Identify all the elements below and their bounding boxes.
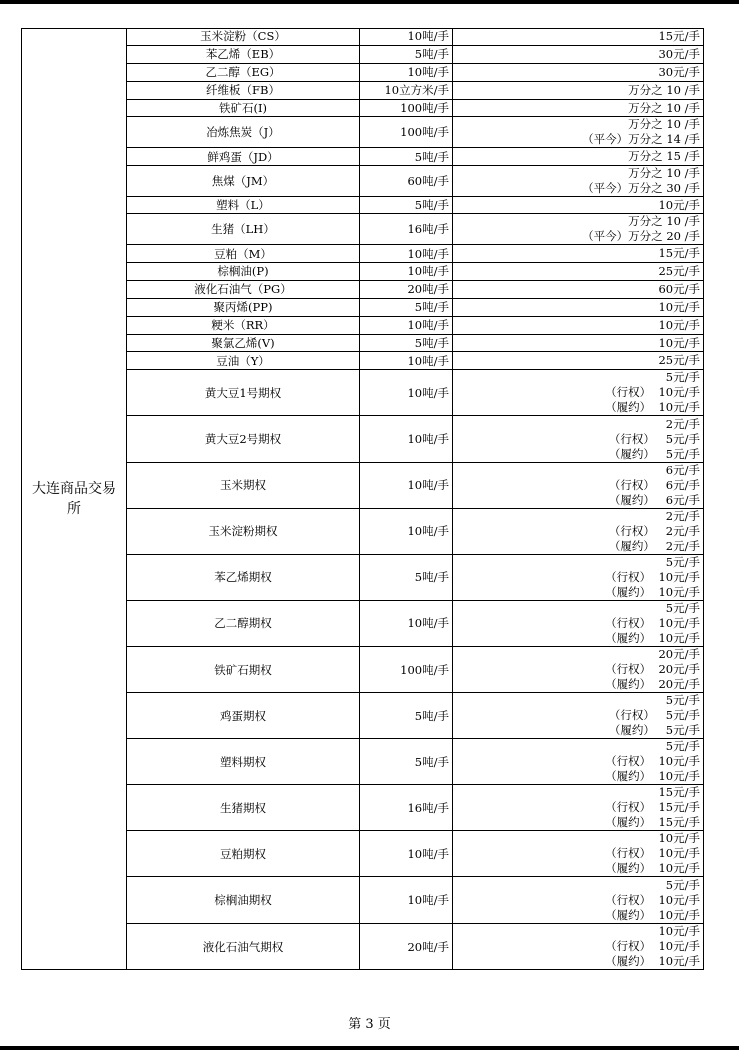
- table-row: [127, 693, 703, 739]
- trading-unit: 5吨/手: [414, 198, 449, 213]
- table-row: [127, 335, 703, 353]
- fee-line: 20元/手: [658, 647, 700, 662]
- trading-unit: 20吨/手: [407, 939, 449, 954]
- product-name: 苯乙烯（EB）: [205, 47, 281, 62]
- fee-line: （行权） 10元/手: [605, 569, 700, 584]
- fee-line: 30元/手: [658, 64, 700, 79]
- fee-line: （履约） 10元/手: [605, 584, 700, 599]
- trading-unit: 10吨/手: [407, 65, 449, 80]
- fee-line: 60元/手: [658, 281, 700, 296]
- trading-unit: 100吨/手: [400, 125, 449, 140]
- fee-line: 万分之 10 /手: [628, 117, 700, 132]
- fee-line: 5元/手: [665, 370, 700, 385]
- fee-line: （履约） 10元/手: [605, 769, 700, 784]
- table-row: [127, 353, 703, 371]
- table-row: [127, 281, 703, 299]
- fee-line: 万分之 15 /手: [628, 149, 700, 164]
- exchange-name: 大连商品交易所: [32, 481, 116, 517]
- fee-line: 25元/手: [658, 263, 700, 278]
- product-name: 铁矿石(I): [218, 101, 267, 116]
- table-row: [127, 197, 703, 215]
- trading-unit: 10吨/手: [407, 478, 449, 493]
- fee-line: （平今）万分之 20 /手: [582, 229, 700, 244]
- fee-line: 2元/手: [665, 508, 700, 523]
- trading-unit: 5吨/手: [414, 570, 449, 585]
- fee-cell: [453, 299, 703, 316]
- fee-cell: [453, 118, 703, 148]
- fee-line: 10元/手: [658, 924, 700, 939]
- product-name: 黄大豆2号期权: [204, 432, 282, 447]
- fee-cell: [453, 263, 703, 280]
- fee-cell: [453, 831, 703, 876]
- fee-line: （平今）万分之 30 /手: [582, 180, 700, 195]
- trading-unit: 10吨/手: [407, 246, 449, 261]
- fee-cell: [453, 28, 703, 45]
- fee-line: （履约） 10元/手: [605, 630, 700, 645]
- product-name: 乙二醇期权: [214, 616, 272, 631]
- trading-unit: 10吨/手: [407, 432, 449, 447]
- top-border: [0, 0, 739, 4]
- trading-unit: 5吨/手: [414, 149, 449, 164]
- fee-line: （履约） 10元/手: [605, 954, 700, 969]
- fee-line: 5元/手: [665, 877, 700, 892]
- trading-unit: 10吨/手: [407, 318, 449, 333]
- table-row: [127, 555, 703, 601]
- table-row: [127, 82, 703, 100]
- trading-unit: 5吨/手: [414, 300, 449, 315]
- table-row: [127, 463, 703, 509]
- fee-line: （行权） 20元/手: [605, 662, 700, 677]
- trading-unit: 16吨/手: [407, 222, 449, 237]
- fee-line: 10元/手: [658, 299, 700, 314]
- product-name: 生猪（LH）: [211, 222, 275, 237]
- bottom-border: [0, 1046, 739, 1050]
- table-row: [127, 263, 703, 281]
- page-number: 第 3 页: [348, 1017, 391, 1032]
- fee-line: （行权） 6元/手: [608, 477, 700, 492]
- table-row: [127, 166, 703, 197]
- product-name: 豆油（Y）: [216, 353, 270, 368]
- fee-line: （履约） 10元/手: [605, 907, 700, 922]
- fee-line: （平今）万分之 14 /手: [582, 132, 700, 147]
- table-row: [127, 317, 703, 335]
- trading-unit: 10立方米/手: [384, 83, 449, 98]
- trading-unit: 10吨/手: [407, 846, 449, 861]
- fee-line: （行权） 10元/手: [605, 615, 700, 630]
- product-name: 聚氯乙烯(V): [211, 336, 275, 351]
- fee-cell: [453, 215, 703, 245]
- product-name: 豆粕（M）: [214, 246, 272, 261]
- fee-cell: [453, 417, 703, 462]
- trading-unit: 100吨/手: [400, 101, 449, 116]
- fee-line: 6元/手: [665, 462, 700, 477]
- product-name: 鸡蛋期权: [220, 708, 266, 723]
- trading-unit: 5吨/手: [414, 47, 449, 62]
- fee-line: 万分之 10 /手: [628, 100, 700, 115]
- fee-line: 5元/手: [665, 739, 700, 754]
- trading-unit: 5吨/手: [414, 708, 449, 723]
- fee-line: 10元/手: [658, 831, 700, 846]
- table-row: [127, 215, 703, 246]
- fee-line: （行权） 10元/手: [605, 846, 700, 861]
- product-name: 塑料（L）: [216, 198, 270, 213]
- fee-cell: [453, 335, 703, 352]
- product-name: 铁矿石期权: [214, 662, 272, 677]
- product-name: 冶炼焦炭（J）: [206, 125, 280, 140]
- trading-unit: 10吨/手: [407, 264, 449, 279]
- product-name: 焦煤（JM）: [211, 173, 275, 188]
- table-row: [127, 509, 703, 555]
- fee-line: （履约） 5元/手: [608, 723, 700, 738]
- fee-cell: [453, 878, 703, 923]
- table-row: [127, 601, 703, 647]
- fee-line: （履约） 20元/手: [605, 677, 700, 692]
- product-name: 粳米（RR）: [211, 318, 275, 333]
- product-name: 液化石油气期权: [202, 939, 284, 954]
- trading-unit: 10吨/手: [407, 616, 449, 631]
- fee-line: 10元/手: [658, 317, 700, 332]
- fee-line: （履约） 10元/手: [605, 400, 700, 415]
- fee-line: 10元/手: [658, 197, 700, 212]
- fee-cell: [453, 148, 703, 165]
- table-row: [127, 417, 703, 463]
- product-name: 液化石油气（PG）: [194, 282, 292, 297]
- fee-line: （履约） 5元/手: [608, 446, 700, 461]
- fee-line: 万分之 10 /手: [628, 214, 700, 229]
- fee-cell: [453, 317, 703, 334]
- fee-cell: [453, 924, 703, 970]
- product-name: 苯乙烯期权: [214, 570, 272, 585]
- trading-unit: 10吨/手: [407, 524, 449, 539]
- fee-cell: [453, 166, 703, 196]
- table-row: [127, 647, 703, 693]
- fee-line: 10元/手: [658, 335, 700, 350]
- product-name: 塑料期权: [220, 754, 266, 769]
- fee-line: 30元/手: [658, 46, 700, 61]
- fee-cell: [453, 100, 703, 117]
- trading-unit: 100吨/手: [400, 662, 449, 677]
- trading-unit: 10吨/手: [407, 29, 449, 44]
- fee-line: （行权） 5元/手: [608, 431, 700, 446]
- fee-line: 15元/手: [658, 785, 700, 800]
- fee-cell: [453, 64, 703, 81]
- fee-line: 15元/手: [658, 28, 700, 43]
- table-row: [127, 245, 703, 263]
- fee-line: 5元/手: [665, 600, 700, 615]
- trading-unit: 10吨/手: [407, 893, 449, 908]
- table-row: [127, 299, 703, 317]
- trading-unit: 10吨/手: [407, 385, 449, 400]
- product-name: 黄大豆1号期权: [204, 385, 282, 400]
- fee-line: （行权） 2元/手: [608, 523, 700, 538]
- fee-cell: [453, 463, 703, 508]
- fee-line: （行权） 10元/手: [605, 385, 700, 400]
- product-name: 棕榈油期权: [214, 893, 272, 908]
- table-row: [127, 924, 703, 970]
- fee-cell: [453, 46, 703, 63]
- fee-line: （履约） 6元/手: [608, 492, 700, 507]
- fee-line: 25元/手: [658, 353, 700, 368]
- fee-line: （履约） 15元/手: [605, 815, 700, 830]
- product-name: 玉米淀粉期权: [208, 524, 278, 539]
- table-row: [127, 370, 703, 416]
- fee-cell: [453, 281, 703, 298]
- table-row: [127, 785, 703, 831]
- table-row: [127, 100, 703, 118]
- table-row: [127, 64, 703, 82]
- fee-line: 5元/手: [665, 693, 700, 708]
- table-row: [127, 831, 703, 877]
- fee-cell: [453, 197, 703, 214]
- fee-line: 2元/手: [665, 416, 700, 431]
- fee-line: （行权） 10元/手: [605, 892, 700, 907]
- fee-line: 万分之 10 /手: [628, 165, 700, 180]
- fee-cell: [453, 739, 703, 784]
- trading-unit: 60吨/手: [407, 173, 449, 188]
- fee-cell: [453, 245, 703, 262]
- fee-line: （行权） 10元/手: [605, 754, 700, 769]
- fee-line: （履约） 2元/手: [608, 538, 700, 553]
- fee-cell: [453, 647, 703, 692]
- trading-unit: 10吨/手: [407, 353, 449, 368]
- product-name: 豆粕期权: [220, 846, 266, 861]
- product-name: 鲜鸡蛋（JD）: [207, 149, 279, 164]
- product-name: 乙二醇（EG）: [205, 65, 281, 80]
- trading-unit: 5吨/手: [414, 754, 449, 769]
- table-row: [127, 118, 703, 149]
- trading-unit: 20吨/手: [407, 282, 449, 297]
- fee-cell: [453, 82, 703, 99]
- table-row: [127, 739, 703, 785]
- fee-cell: [453, 555, 703, 600]
- product-name: 纤维板（FB）: [206, 83, 280, 98]
- table-row: [127, 28, 703, 46]
- product-name: 玉米淀粉（CS）: [200, 29, 286, 44]
- fee-cell: [453, 370, 703, 415]
- product-name: 聚丙烯(PP): [213, 300, 273, 315]
- fee-cell: [453, 693, 703, 738]
- fee-cell: [453, 785, 703, 830]
- fee-line: 万分之 10 /手: [628, 82, 700, 97]
- fee-line: （履约） 10元/手: [605, 861, 700, 876]
- fee-cell: [453, 509, 703, 554]
- table-row: [127, 148, 703, 166]
- fee-line: （行权） 15元/手: [605, 800, 700, 815]
- product-name: 玉米期权: [220, 478, 266, 493]
- product-name: 棕榈油(P): [217, 264, 269, 279]
- fee-cell: [453, 601, 703, 646]
- fee-line: （行权） 10元/手: [605, 939, 700, 954]
- table-row: [127, 46, 703, 64]
- trading-unit: 16吨/手: [407, 800, 449, 815]
- fee-line: （行权） 5元/手: [608, 708, 700, 723]
- product-name: 生猪期权: [220, 800, 266, 815]
- fee-line: 15元/手: [658, 246, 700, 261]
- trading-unit: 5吨/手: [414, 336, 449, 351]
- fee-line: 5元/手: [665, 554, 700, 569]
- fee-cell: [453, 353, 703, 370]
- table-row: [127, 878, 703, 924]
